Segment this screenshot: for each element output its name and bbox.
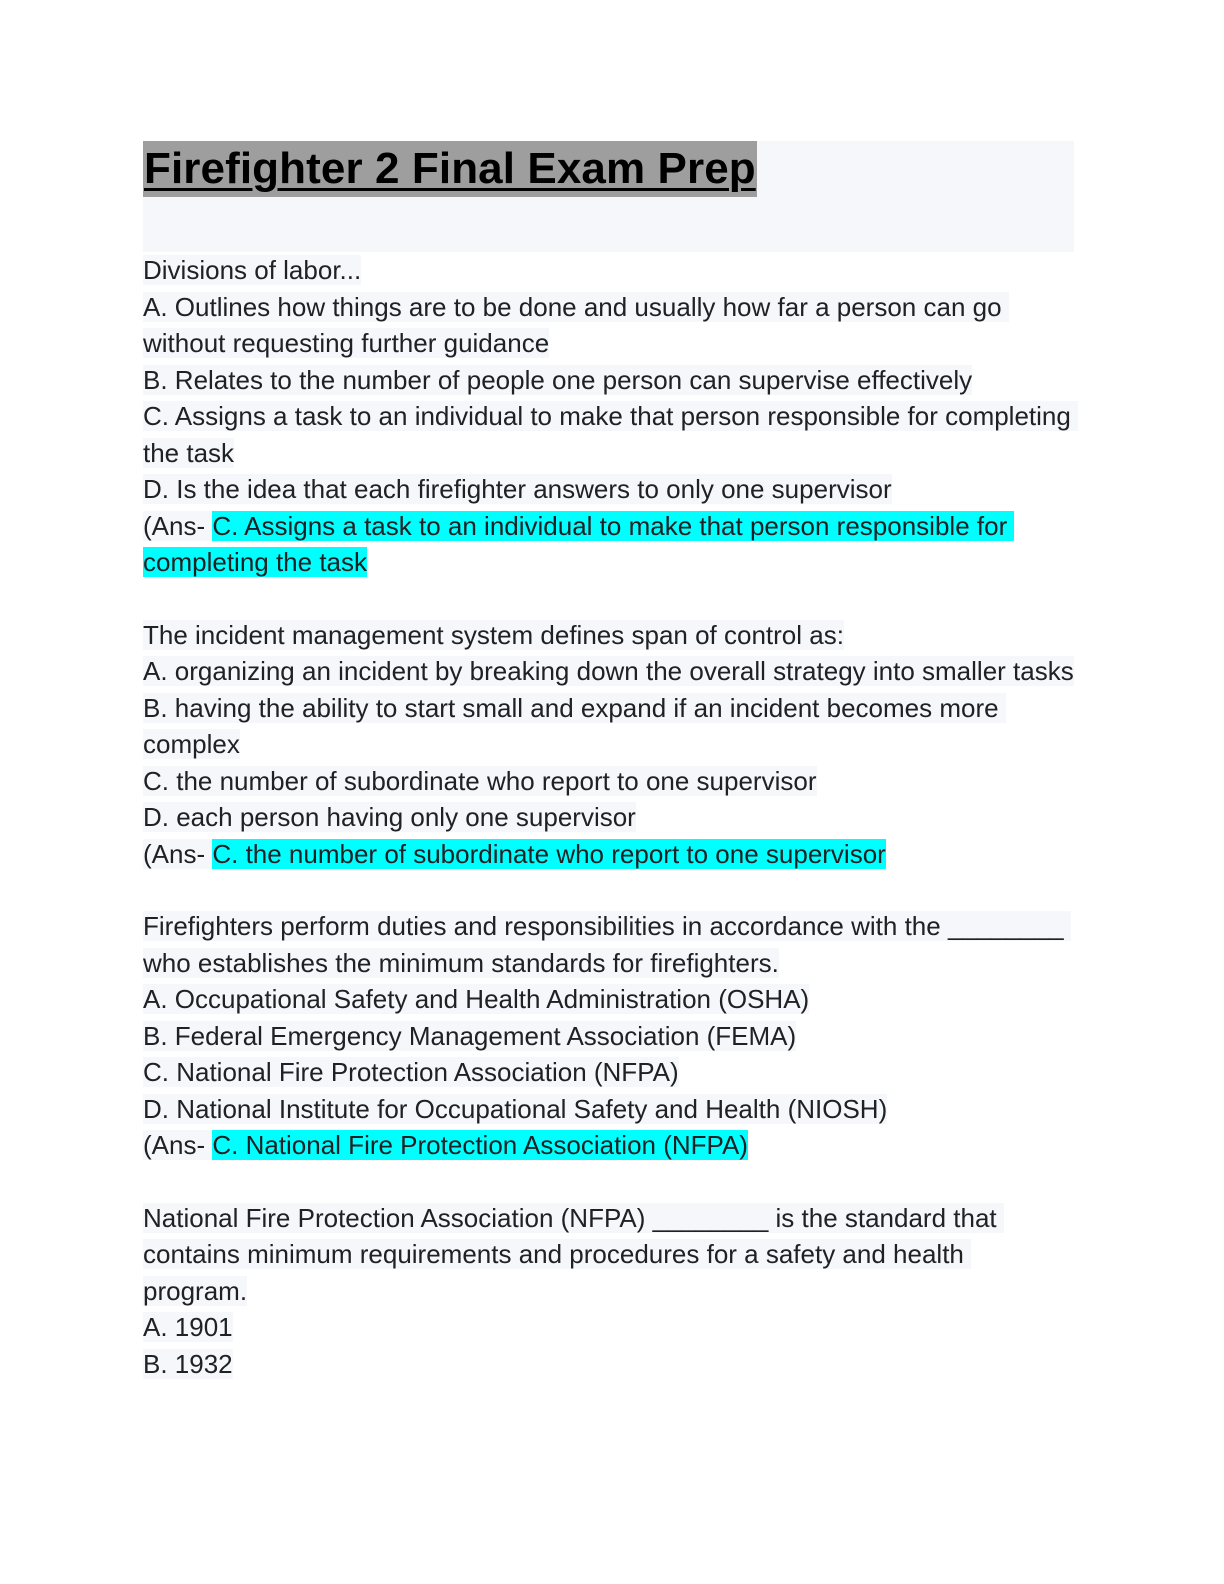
option-a: A. 1901 bbox=[143, 1312, 233, 1342]
option-d: D. National Institute for Occupational Safety and Health (NIOSH) bbox=[143, 1093, 888, 1124]
option-c: C. National Fire Protection Association (NFPA) bbox=[143, 1057, 679, 1087]
question-block bbox=[143, 617, 1074, 873]
question-stem: Firefighters perform duties and responsibilities in accordance with the ________ who establishes the minimum standards for firefighters. bbox=[143, 911, 1071, 978]
option-b: B. Federal Emergency Management Association (FEMA) bbox=[143, 1020, 797, 1051]
option-c: C. Assigns a task to an individual to make that person responsible for completing the task bbox=[143, 401, 1079, 468]
option-b: B. having the ability to start small and expand if an incident becomes more complex bbox=[143, 692, 1006, 759]
option-d: D. Is the idea that each firefighter answers to only one supervisor bbox=[143, 474, 892, 504]
option-a: A. Outlines how things are to be done and usually how far a person can go without requesting further guidance bbox=[143, 291, 1009, 358]
document-body bbox=[143, 141, 1079, 1418]
question-stem: The incident management system defines span of control as: bbox=[143, 619, 844, 650]
answer-text: C. Assigns a task to an individual to make that person responsible for completing the task bbox=[143, 510, 1015, 577]
title-band bbox=[143, 141, 1074, 252]
answer-text: C. National Fire Protection Association (NFPA) bbox=[212, 1130, 748, 1160]
question-block bbox=[143, 908, 1074, 1164]
question-stem: Divisions of labor... bbox=[143, 255, 362, 285]
answer-text: C. the number of subordinate who report to one supervisor bbox=[212, 838, 886, 869]
option-c: C. the number of subordinate who report to one supervisor bbox=[143, 765, 817, 796]
question-stem: National Fire Protection Association (NFPA) ________ is the standard that contains minimum requirements and procedures for a safety and health program. bbox=[143, 1202, 1004, 1306]
question-list bbox=[143, 252, 1079, 1382]
option-a: A. Occupational Safety and Health Administration (OSHA) bbox=[143, 984, 810, 1014]
question-block bbox=[143, 252, 1079, 581]
option-b: B. 1932 bbox=[143, 1348, 233, 1379]
option-a: A. organizing an incident by breaking down the overall strategy into smaller tasks bbox=[143, 656, 1074, 686]
option-b: B. Relates to the number of people one person can supervise effectively bbox=[143, 364, 973, 395]
document-title: Firefighter 2 Final Exam Prep bbox=[143, 141, 757, 197]
option-d: D. each person having only one supervisor bbox=[143, 802, 636, 832]
answer-prefix: (Ans- bbox=[143, 510, 213, 541]
question-block bbox=[143, 1200, 1074, 1383]
answer-prefix: (Ans- bbox=[143, 838, 213, 869]
answer-prefix: (Ans- bbox=[143, 1130, 213, 1160]
